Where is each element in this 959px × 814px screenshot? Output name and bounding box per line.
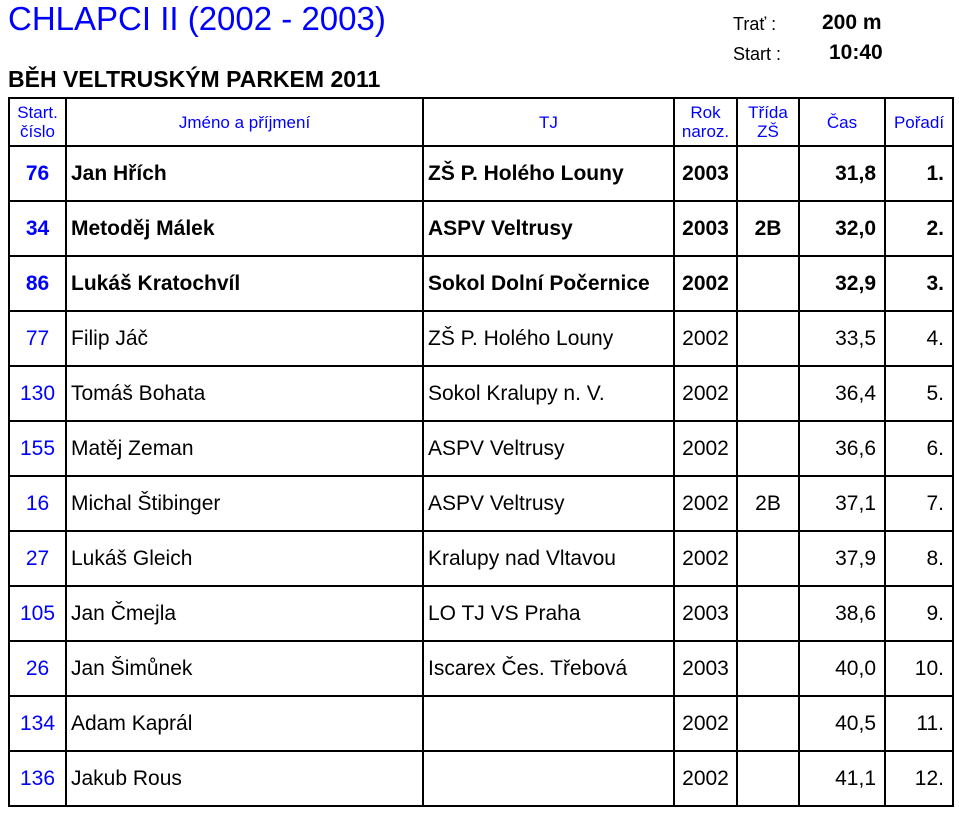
cell-rank: 7. [884, 477, 952, 530]
cell-club: ZŠ P. Holého Louny [422, 312, 673, 365]
cell-year: 2002 [673, 312, 736, 365]
cell-year: 2003 [673, 642, 736, 695]
table-row [8, 367, 954, 422]
header-time: Čas [798, 99, 884, 145]
cell-name: Adam Kaprál [65, 697, 422, 750]
cell-start-no: 26 [25, 656, 50, 680]
table-row [8, 752, 954, 807]
cell-time: 36,6 [798, 422, 884, 475]
cell-class [736, 257, 798, 310]
table-row [8, 257, 954, 312]
cell-year: 2002 [673, 367, 736, 420]
cell-club: ZŠ P. Holého Louny [422, 147, 673, 200]
table-row [8, 147, 954, 202]
header-year: Rok naroz. [673, 99, 736, 145]
cell-name: Metoděj Málek [65, 202, 422, 255]
cell-time: 32,9 [798, 257, 884, 310]
cell-year: 2002 [673, 697, 736, 750]
header-rank: Pořadí [884, 99, 952, 145]
header-club: TJ [422, 99, 673, 145]
cell-club: ASPV Veltrusy [422, 422, 673, 475]
cell-club: Iscarex Čes. Třebová [422, 642, 673, 695]
cell-club: Kralupy nad Vltavou [422, 532, 673, 585]
cell-name: Lukáš Kratochvíl [65, 257, 422, 310]
cell-time: 31,8 [798, 147, 884, 200]
cell-class [736, 752, 798, 805]
table-header [8, 97, 954, 147]
table-row [8, 587, 954, 642]
cell-time: 37,1 [798, 477, 884, 530]
event-subtitle: BĚH VELTRUSKÝM PARKEM 2011 [8, 66, 381, 92]
cell-time: 32,0 [798, 202, 884, 255]
header-name: Jméno a příjmení [65, 99, 422, 145]
cell-name: Jakub Rous [65, 752, 422, 805]
cell-year: 2002 [673, 422, 736, 475]
cell-class: 2B [736, 477, 798, 530]
cell-start-no: 77 [25, 326, 50, 350]
table-row [8, 532, 954, 587]
cell-start-no: 16 [25, 491, 50, 515]
cell-time: 40,5 [798, 697, 884, 750]
table-row [8, 477, 954, 532]
cell-year: 2002 [673, 257, 736, 310]
cell-class [736, 312, 798, 365]
cell-start-no: 130 [19, 381, 56, 405]
cell-class [736, 422, 798, 475]
track-value: 200 m [822, 11, 882, 34]
results-table [8, 97, 954, 807]
cell-rank: 11. [884, 697, 952, 750]
cell-time: 37,9 [798, 532, 884, 585]
table-row [8, 642, 954, 697]
cell-time: 33,5 [798, 312, 884, 365]
cell-start-no: 76 [25, 161, 50, 185]
header-class: Třída ZŠ [736, 99, 798, 145]
cell-start-no: 27 [25, 546, 50, 570]
cell-start-no: 86 [25, 271, 50, 295]
cell-name: Matěj Zeman [65, 422, 422, 475]
cell-time: 41,1 [798, 752, 884, 805]
cell-rank: 1. [884, 147, 952, 200]
cell-rank: 12. [884, 752, 952, 805]
cell-class [736, 532, 798, 585]
table-row [8, 697, 954, 752]
cell-year: 2002 [673, 477, 736, 530]
cell-rank: 5. [884, 367, 952, 420]
cell-time: 38,6 [798, 587, 884, 640]
cell-year: 2003 [673, 147, 736, 200]
table-row [8, 422, 954, 477]
cell-class [736, 697, 798, 750]
cell-club: LO TJ VS Praha [422, 587, 673, 640]
cell-start-no: 134 [19, 711, 56, 735]
cell-year: 2002 [673, 752, 736, 805]
cell-class: 2B [736, 202, 798, 255]
cell-club [422, 697, 673, 750]
table-row [8, 312, 954, 367]
cell-year: 2002 [673, 532, 736, 585]
cell-name: Jan Hřích [65, 147, 422, 200]
cell-name: Jan Čmejla [65, 587, 422, 640]
cell-name: Filip Jáč [65, 312, 422, 365]
table-row [8, 202, 954, 257]
cell-year: 2003 [673, 587, 736, 640]
cell-rank: 9. [884, 587, 952, 640]
cell-time: 40,0 [798, 642, 884, 695]
cell-name: Michal Štibinger [65, 477, 422, 530]
start-time-value: 10:40 [829, 41, 883, 64]
cell-class [736, 642, 798, 695]
cell-name: Jan Šimůnek [65, 642, 422, 695]
cell-name: Tomáš Bohata [65, 367, 422, 420]
cell-club: ASPV Veltrusy [422, 477, 673, 530]
cell-rank: 4. [884, 312, 952, 365]
cell-start-no: 34 [25, 216, 50, 240]
cell-rank: 3. [884, 257, 952, 310]
page-title: CHLAPCI II (2002 - 2003) [8, 0, 386, 37]
cell-club: ASPV Veltrusy [422, 202, 673, 255]
cell-name: Lukáš Gleich [65, 532, 422, 585]
header-start-no: Start. číslo [17, 103, 58, 141]
cell-year: 2003 [673, 202, 736, 255]
cell-club: Sokol Dolní Počernice [422, 257, 673, 310]
cell-class [736, 147, 798, 200]
track-label: Trať : [733, 14, 777, 34]
cell-rank: 6. [884, 422, 952, 475]
cell-club [422, 752, 673, 805]
cell-rank: 2. [884, 202, 952, 255]
cell-rank: 10. [884, 642, 952, 695]
cell-club: Sokol Kralupy n. V. [422, 367, 673, 420]
cell-start-no: 155 [19, 436, 56, 460]
cell-rank: 8. [884, 532, 952, 585]
start-time-label: Start : [733, 44, 782, 64]
cell-class [736, 587, 798, 640]
cell-class [736, 367, 798, 420]
cell-start-no: 105 [19, 601, 56, 625]
cell-start-no: 136 [19, 766, 56, 790]
cell-time: 36,4 [798, 367, 884, 420]
